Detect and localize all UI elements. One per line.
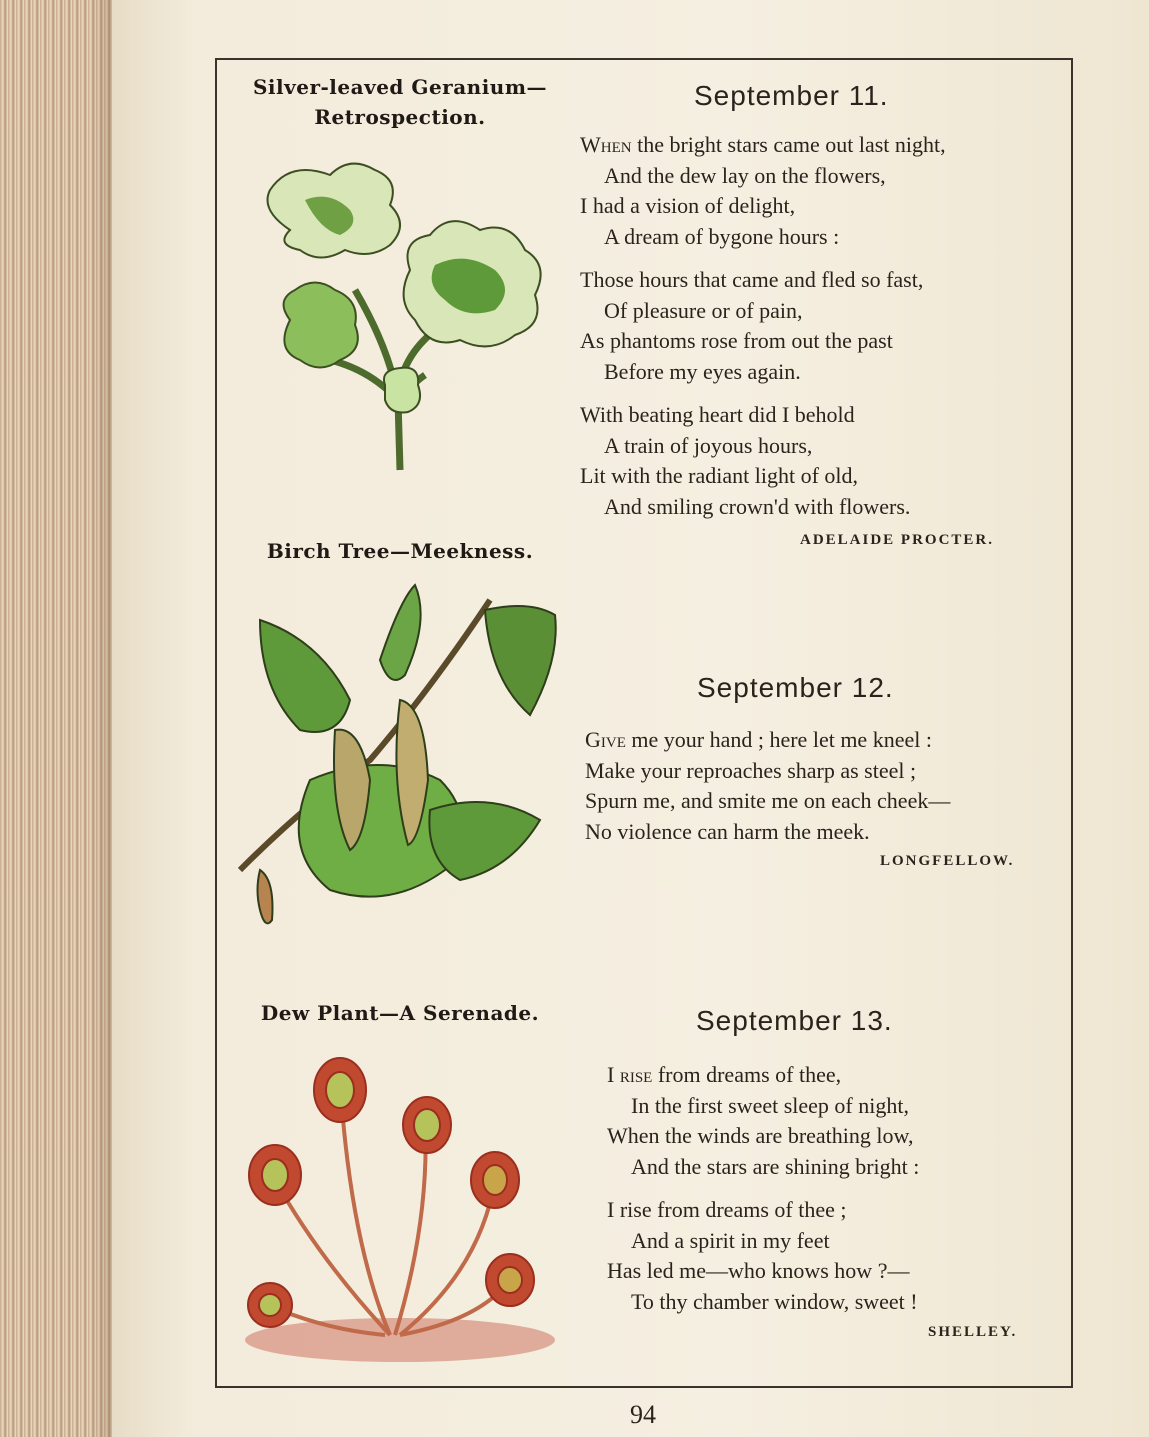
book-page-edges bbox=[0, 0, 120, 1437]
poem-line: And smiling crown'd with flowers. bbox=[604, 493, 911, 519]
poem-line: Make your reproaches sharp as steel ; bbox=[585, 757, 917, 783]
entry-date: September 13. bbox=[696, 1005, 893, 1036]
poem-first-word: Give bbox=[585, 727, 626, 752]
poem-line: I had a vision of delight, bbox=[580, 193, 796, 218]
plate-caption-geranium bbox=[245, 72, 555, 132]
birch-illustration bbox=[230, 580, 570, 940]
poem-september-12 bbox=[585, 725, 950, 847]
poem-september-13 bbox=[607, 1060, 919, 1317]
poem-line: I rise from dreams of thee ; bbox=[607, 1197, 847, 1222]
poem-line: Spurn me, and smite me on each cheek— bbox=[585, 788, 951, 813]
poem-line bbox=[585, 725, 950, 756]
caption-line: Birch Tree—Meekness. bbox=[266, 539, 534, 563]
poem-line: And the stars are shining bright : bbox=[631, 1153, 920, 1179]
poem-author: SHELLEY. bbox=[928, 1324, 1018, 1340]
poem-line: And a spirit in my feet bbox=[631, 1227, 830, 1253]
poem-line-rest: the bright stars came out last night, bbox=[631, 132, 946, 157]
plate-caption-dew-plant bbox=[245, 998, 555, 1028]
poem-line: In the first sweet sleep of night, bbox=[631, 1092, 909, 1118]
poem-line bbox=[607, 1060, 919, 1091]
plate-caption-birch bbox=[245, 536, 555, 566]
entry-date: September 12. bbox=[697, 672, 894, 703]
poem-line: Has led me—who knows how ?— bbox=[607, 1258, 910, 1283]
poem-line: A train of joyous hours, bbox=[604, 432, 813, 458]
poem-line: When the winds are breathing low, bbox=[607, 1123, 914, 1148]
poem-line: With beating heart did I behold bbox=[580, 402, 855, 427]
caption-line: Silver-leaved Geranium— bbox=[252, 75, 548, 99]
poem-september-11 bbox=[580, 130, 946, 522]
poem-line: And the dew lay on the flowers, bbox=[604, 162, 886, 188]
poem-line: No violence can harm the meek. bbox=[585, 818, 870, 844]
dew-plant-illustration bbox=[230, 1040, 560, 1370]
poem-line: Those hours that came and fled so fast, bbox=[580, 267, 924, 292]
poem-line bbox=[580, 130, 946, 161]
caption-line: Dew Plant—A Serenade. bbox=[260, 1001, 540, 1025]
poem-line: As phantoms rose from out the past bbox=[580, 328, 893, 353]
poem-line: Before my eyes again. bbox=[604, 358, 801, 384]
poem-line: Of pleasure or of pain, bbox=[604, 297, 803, 323]
geranium-illustration bbox=[250, 150, 560, 480]
poem-line: Lit with the radiant light of old, bbox=[580, 463, 859, 488]
page-number: 94 bbox=[630, 1400, 656, 1429]
poem-line: To thy chamber window, sweet ! bbox=[631, 1288, 918, 1314]
poem-author: LONGFELLOW. bbox=[880, 853, 1015, 869]
poem-line-rest: from dreams of thee, bbox=[652, 1062, 842, 1087]
poem-author: ADELAIDE PROCTER. bbox=[800, 532, 995, 548]
poem-line-rest: me your hand ; here let me kneel : bbox=[625, 727, 932, 752]
caption-line: Retrospection. bbox=[314, 105, 486, 129]
poem-first-word: When bbox=[580, 132, 632, 157]
poem-first-word: I rise bbox=[607, 1062, 653, 1087]
entry-date: September 11. bbox=[694, 80, 889, 111]
poem-line: A dream of bygone hours : bbox=[604, 223, 840, 249]
